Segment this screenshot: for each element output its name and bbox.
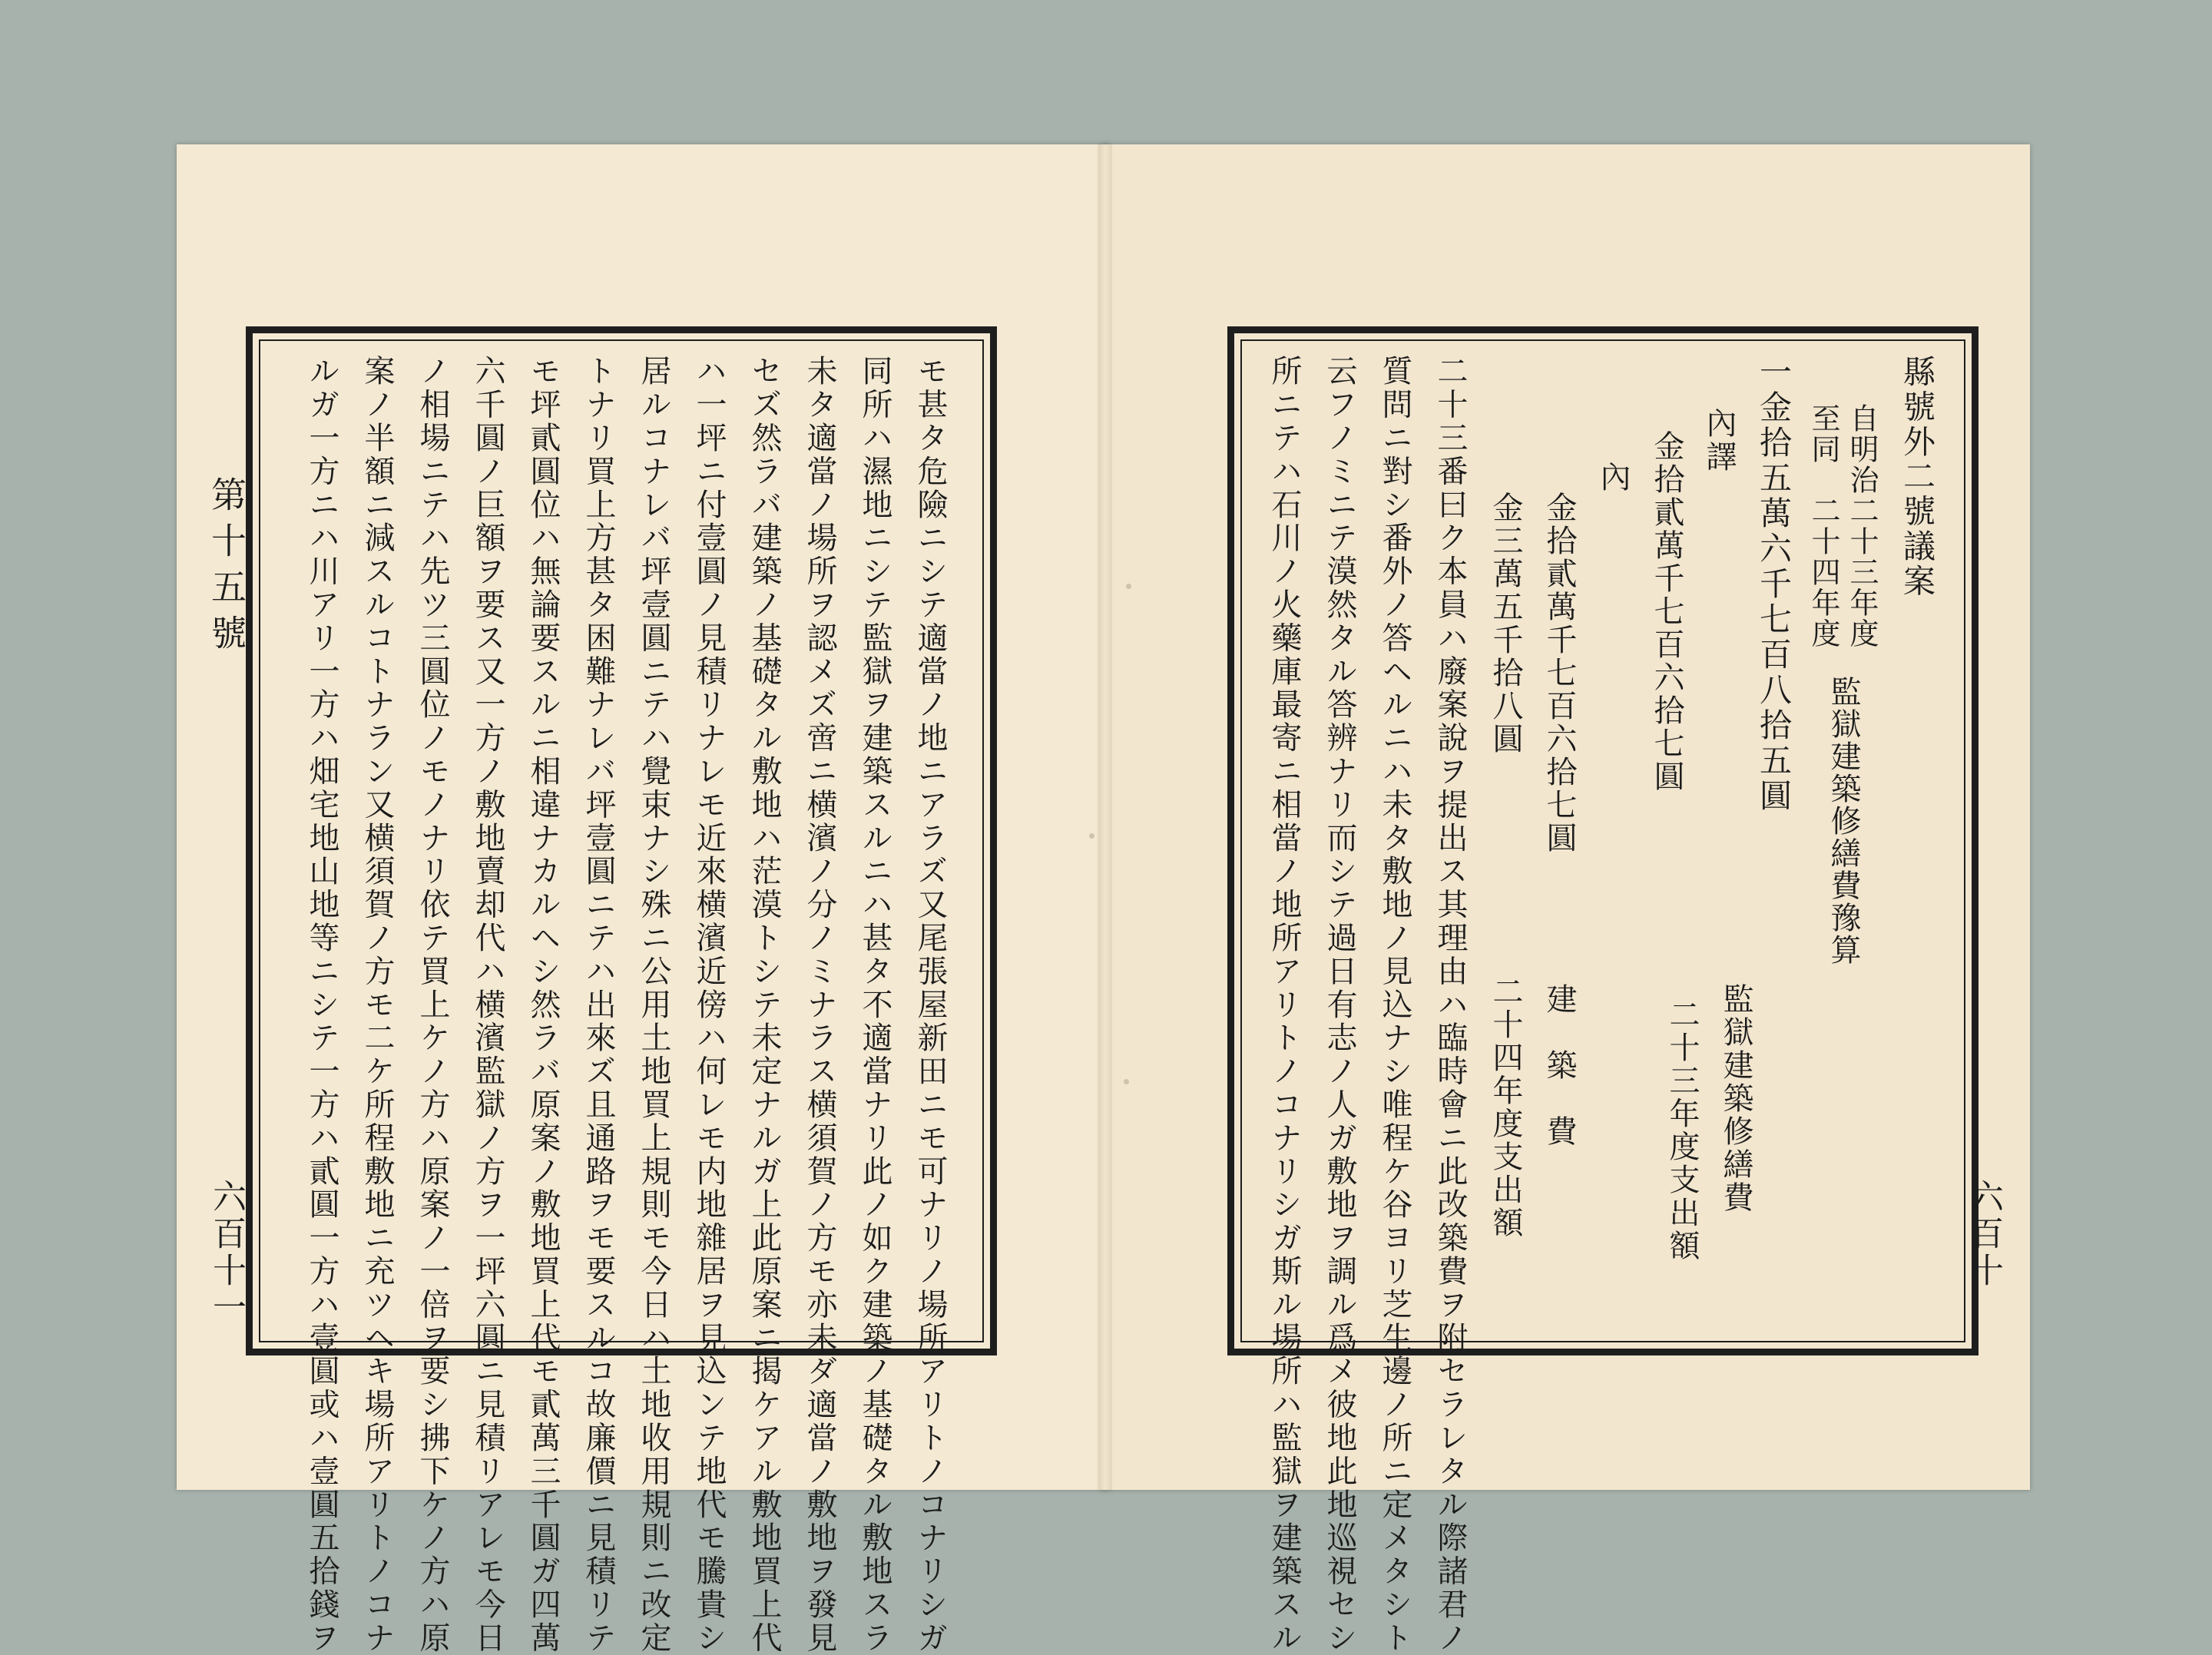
text-line: 二十三番曰ク本員ハ廢案說ヲ提出ス其理由ハ臨時會ニ此改築費ヲ附セラレタル際諸君ノ	[1432, 355, 1468, 1655]
sub1-amount: 金拾貳萬千七百六拾七圓	[1541, 492, 1577, 855]
item1-category: 監獄建築修繕費	[1718, 983, 1753, 1214]
budget-title: 監獄建築修繕費豫算	[1826, 676, 1861, 966]
text-line: 案ノ半額ニ減スルコトナラン又横須賀ノ方モ二ケ所程敷地ニ充ツヘキ場所アリトノコナ	[359, 355, 395, 1655]
text-line: ハ一坪ニ付壹圓ノ見積リナレモ近來横濱近傍ハ何レモ内地雜居ヲ見込ンテ地代モ騰貴シ	[691, 355, 727, 1655]
text-line: セズ然ラバ建築ノ基礎タル敷地ハ茫漠トシテ未定ナルガ上此原案ニ揭ケアル敷地買上代	[747, 355, 782, 1655]
text-line: 云フノミニテ漠然タル答辨ナリ而シテ過日有志ノ人ガ敷地ヲ調ル爲メ彼地此地巡視セシ	[1322, 355, 1357, 1655]
text-line: モ坪貳圓位ハ無論要スルニ相違ナカルヘシ然ラバ原案ノ敷地買上代モ貳萬三千圓ガ四萬	[525, 355, 561, 1655]
issue-number: 第十五號	[206, 476, 247, 660]
period-from: 自明治二十三年度	[1845, 403, 1879, 649]
text-line: 質問ニ對シ番外ノ答ヘルニハ未タ敷地ノ見込ナシ唯程ケ谷ヨリ芝生邊ノ所ニ定メタシト	[1377, 355, 1412, 1655]
page-number-right: 六百十	[1964, 1179, 2003, 1289]
inner-label: 內	[1595, 461, 1631, 495]
text-line: トナリ買上方甚タ困難ナレバ坪壹圓ニテハ出來ズ且通路ヲモ要スルコ故廉價ニ見積リテ	[581, 355, 616, 1655]
book-spine	[1098, 144, 1112, 1490]
page-number-left: 六百十一	[207, 1179, 246, 1326]
period-to: 至同 二十四年度	[1806, 403, 1840, 649]
sub1-category: 建 築 費	[1541, 983, 1577, 1148]
text-line: 六千圓ノ巨額ヲ要ス又一方ノ敷地賣却代ハ横濱監獄ノ方ヲ一坪六圓ニ見積リアレモ今日	[470, 355, 505, 1655]
text-line: 居ルコナレバ坪壹圓ニテハ覺束ナシ殊ニ公用土地買上規則モ今日ハ土地收用規則ニ改定	[636, 355, 671, 1655]
text-line: ルガ一方ニハ川アリ一方ハ畑宅地山地等ニシテ一方ハ貳圓一方ハ壹圓或ハ壹圓五拾錢ヲ	[304, 355, 339, 1655]
sub2-amount: 金三萬五千拾八圓	[1488, 492, 1523, 756]
text-line: 未タ適當ノ場所ヲ認メズ啻ニ横濱ノ分ノミナラス横須賀ノ方モ亦未ダ適當ノ敷地ヲ發見	[802, 355, 837, 1655]
item1-amount: 金拾貳萬千七百六拾七圓	[1649, 430, 1684, 793]
bill-title: 縣號外二號議案	[1899, 355, 1936, 599]
text-line: ノ相場ニテハ先ツ三圓位ノモノナリ依テ買上ケノ方ハ原案ノ一倍ヲ要シ拂下ケノ方ハ原	[415, 355, 450, 1655]
text-line: 同所ハ濕地ニシテ監獄ヲ建築スルニハ甚タ不適當ナリ此ノ如ク建築ノ基礎タル敷地スラ	[857, 355, 892, 1655]
sub2-desc: 二十四年度支出額	[1488, 975, 1523, 1240]
text-line: 所ニテハ石川ノ火藥庫最寄ニ相當ノ地所アリトノコナリシガ斯ル場所ハ監獄ヲ建築スル	[1267, 355, 1302, 1655]
item1-desc: 二十三年度支出額	[1664, 998, 1700, 1263]
binding-hole	[1124, 1079, 1129, 1084]
breakdown-label: 內譯	[1701, 407, 1737, 474]
binding-hole	[1089, 833, 1094, 839]
budget-total: 一金拾五萬六千七百八拾五圓	[1755, 355, 1793, 814]
binding-hole	[1126, 584, 1131, 589]
text-line: モ甚タ危險ニシテ適當ノ地ニアラズ又尾張屋新田ニモ可ナリノ場所アリトノコナリシガ	[912, 355, 948, 1655]
